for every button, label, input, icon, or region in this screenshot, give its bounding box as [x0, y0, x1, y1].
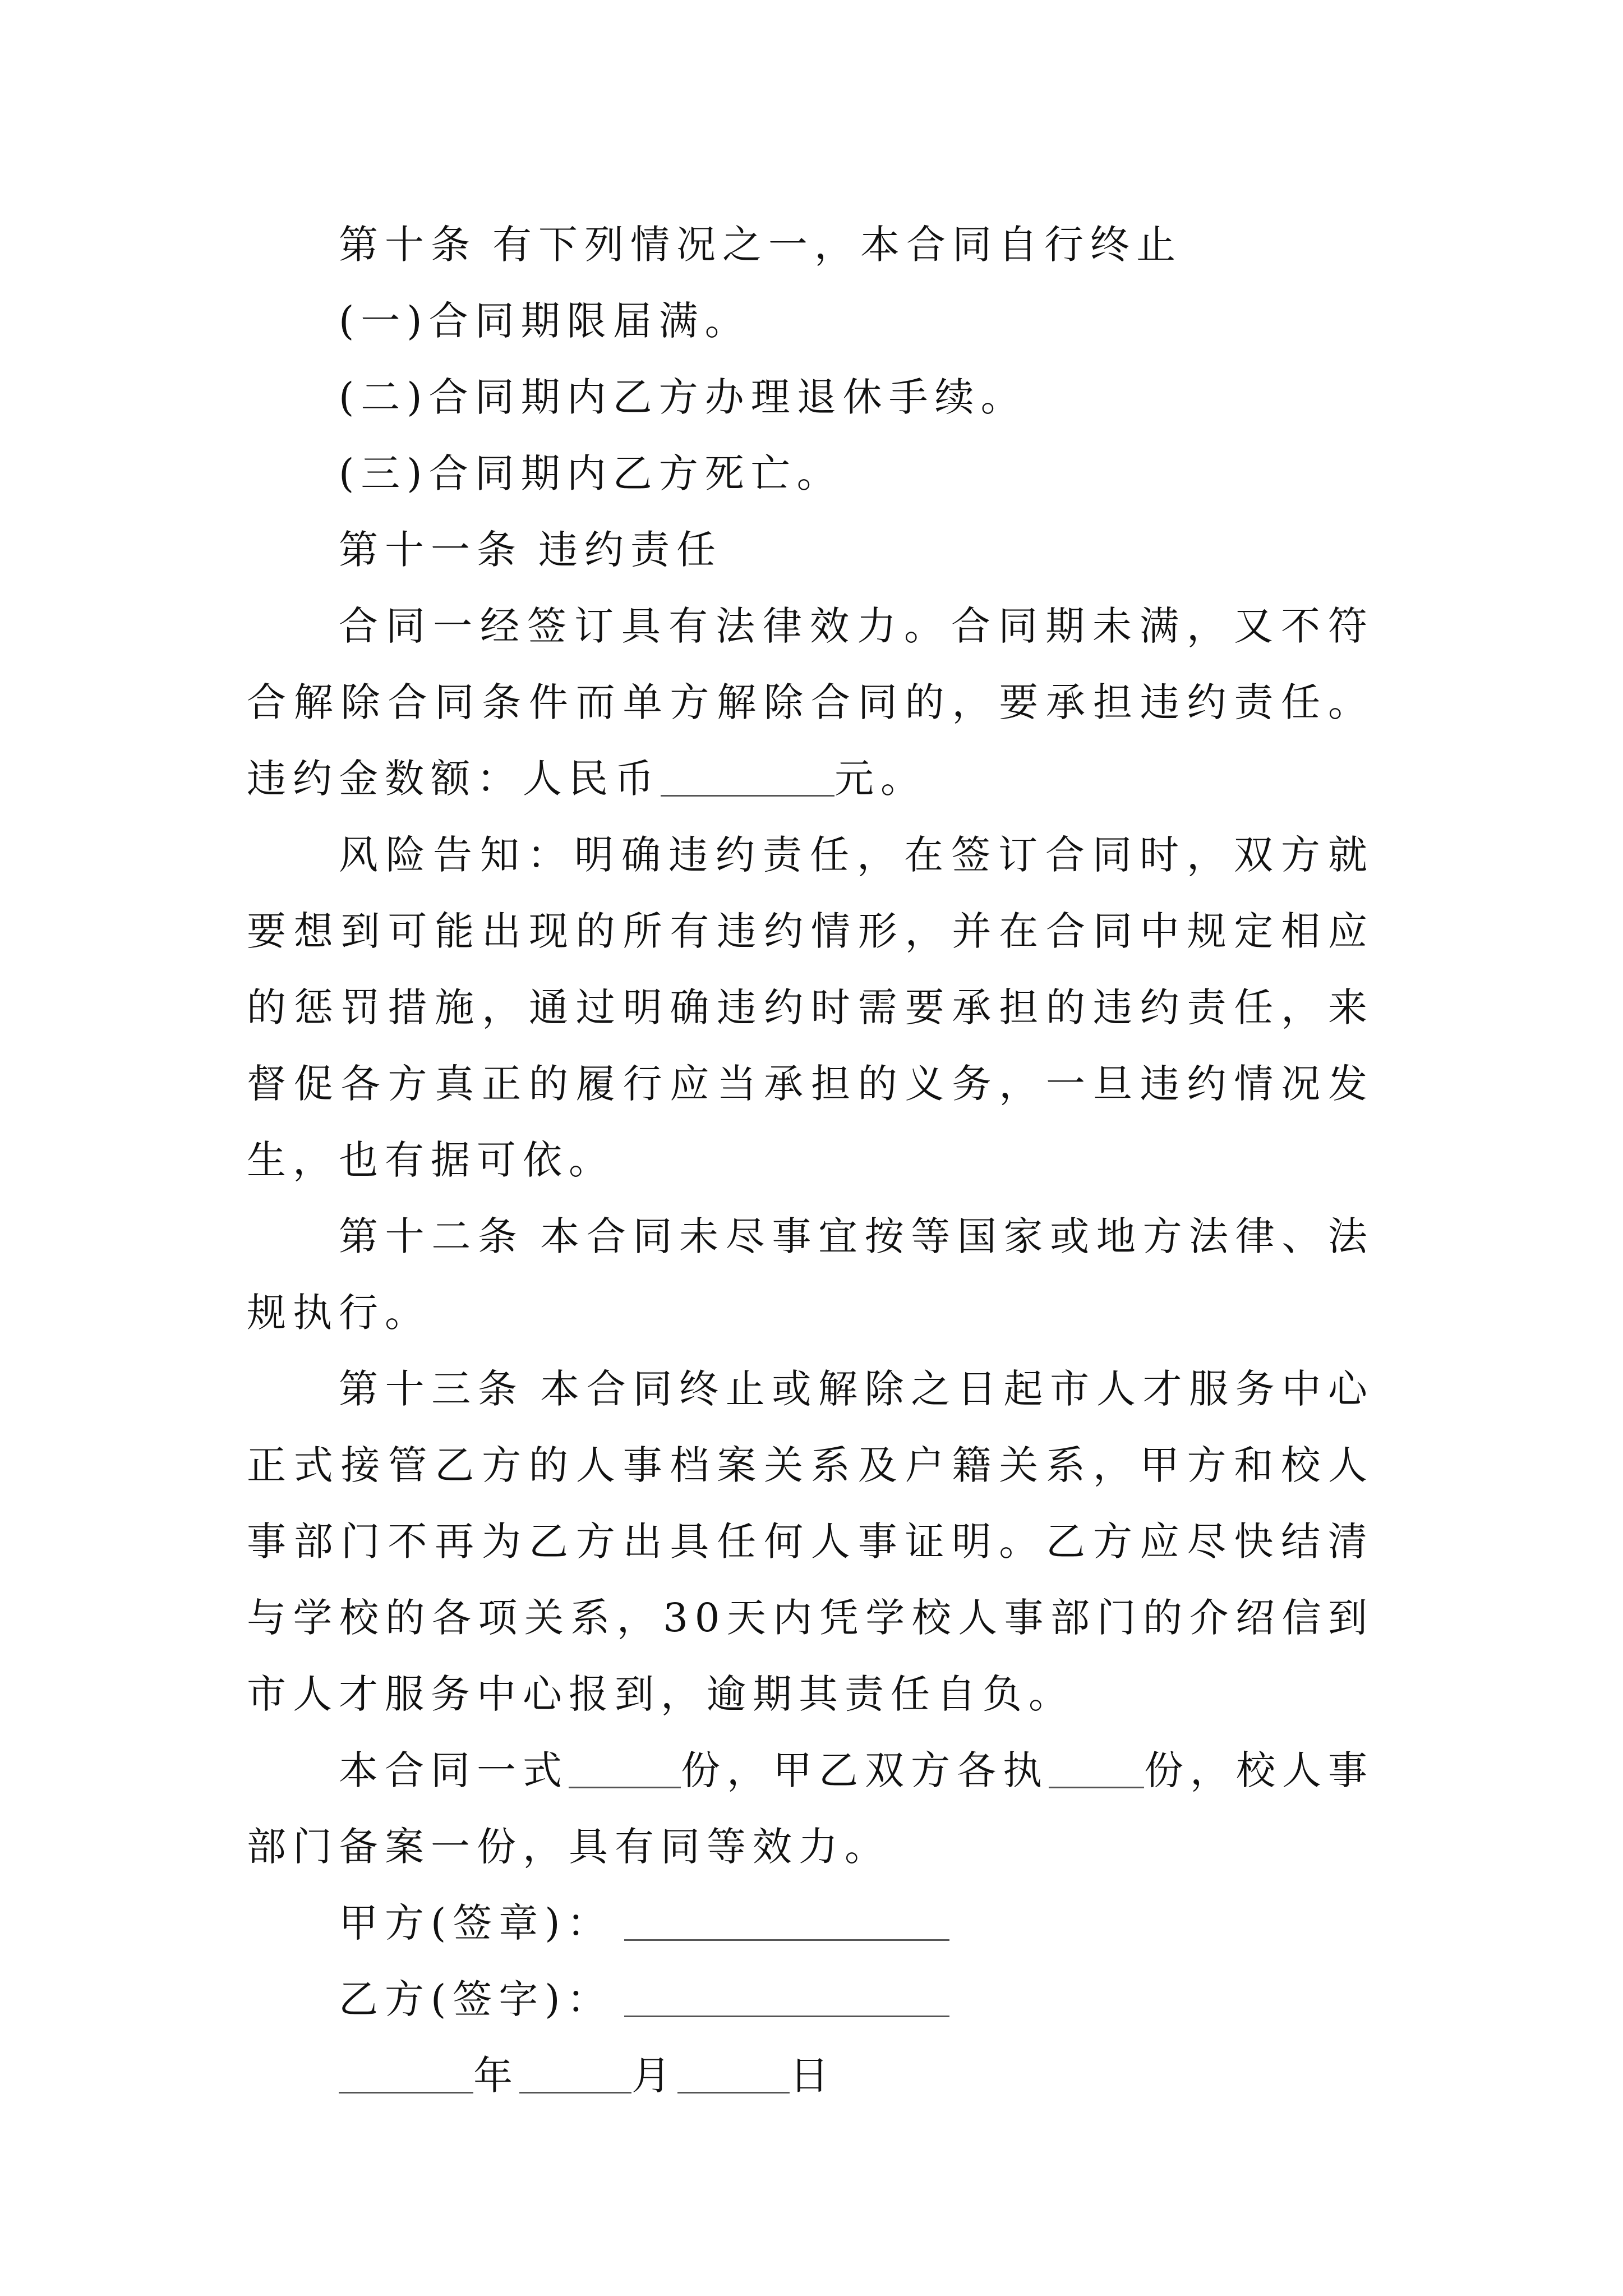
year-blank[interactable]	[339, 2053, 473, 2093]
article-11-text: 违约责任	[538, 527, 722, 573]
article-10-heading	[247, 206, 1374, 283]
article-13-title: 第十三条	[339, 1366, 524, 1412]
party-b-signature-line	[247, 1961, 1374, 2037]
year-label: 年	[473, 2053, 519, 2099]
penalty-unit: 元。	[834, 756, 926, 802]
article-10-item-3: (三)合同期内乙方死亡。	[339, 450, 843, 496]
copies-text-2: 份，甲乙双方各执	[681, 1747, 1049, 1793]
penalty-text: 合同一经签订具有法律效力。合同期未满，又不符合解除合同条件而单方解除合同的，要承担违约责任。违约金数额：人民币	[247, 603, 1374, 802]
month-blank[interactable]	[519, 2053, 631, 2093]
date-line	[247, 2037, 1374, 2114]
article-12-paragraph	[247, 1198, 1374, 1351]
total-copies-blank[interactable]	[569, 1747, 681, 1788]
party-a-label: 甲方(签章)：	[339, 1900, 613, 1946]
article-11-title: 第十一条	[339, 527, 523, 573]
copies-text-1: 本合同一式	[339, 1747, 569, 1793]
risk-notice-paragraph: 风险告知：明确违约责任，在签订合同时，双方就要想到可能出现的所有违约情形，并在合同中规定相应的惩罚措施，通过明确违约时需要承担的违约责任，来督促各方真正的履行应当承担的义务，一旦违约情况发生，也有据可依。	[247, 832, 1374, 1183]
party-a-signature-blank[interactable]	[624, 1900, 949, 1941]
day-blank[interactable]	[677, 2053, 790, 2093]
party-b-label: 乙方(签字)：	[339, 1976, 613, 2022]
copies-text-3: 份，校人事部门备案一份，具有同等效力。	[247, 1747, 1374, 1870]
article-13-text: 本合同终止或解除之日起市人才服务中心正式接管乙方的人事档案关系及户籍关系，甲方和校人事部门不再为乙方出具任何人事证明。乙方应尽快结清与学校的各项关系，30天内凭学校人事部门的介绍信到市人才服务中心报到，逾期其责任自负。	[247, 1366, 1375, 1717]
article-10-text: 有下列情况之一，本合同自行终止	[492, 222, 1182, 268]
copies-paragraph	[247, 1732, 1374, 1885]
article-10-item-1: (一)合同期限届满。	[339, 298, 751, 344]
article-12-title: 第十二条	[339, 1213, 524, 1259]
each-party-copies-blank[interactable]	[1049, 1747, 1144, 1788]
article-13-paragraph	[247, 1351, 1374, 1732]
party-b-signature-blank[interactable]	[624, 1976, 949, 2017]
day-label: 日	[790, 2053, 836, 2099]
article-12-text: 本合同未尽事宜按等国家或地方法律、法规执行。	[247, 1213, 1375, 1336]
article-11-penalty-paragraph	[247, 588, 1374, 817]
article-10-item-2: (二)合同期内乙方办理退休手续。	[339, 374, 1027, 420]
penalty-amount-blank[interactable]	[661, 756, 834, 797]
article-11-heading	[247, 512, 1374, 588]
article-10-title: 第十条	[339, 222, 477, 268]
document-body	[247, 206, 1374, 2114]
month-label: 月	[631, 2053, 677, 2099]
party-a-signature-line	[247, 1885, 1374, 1961]
